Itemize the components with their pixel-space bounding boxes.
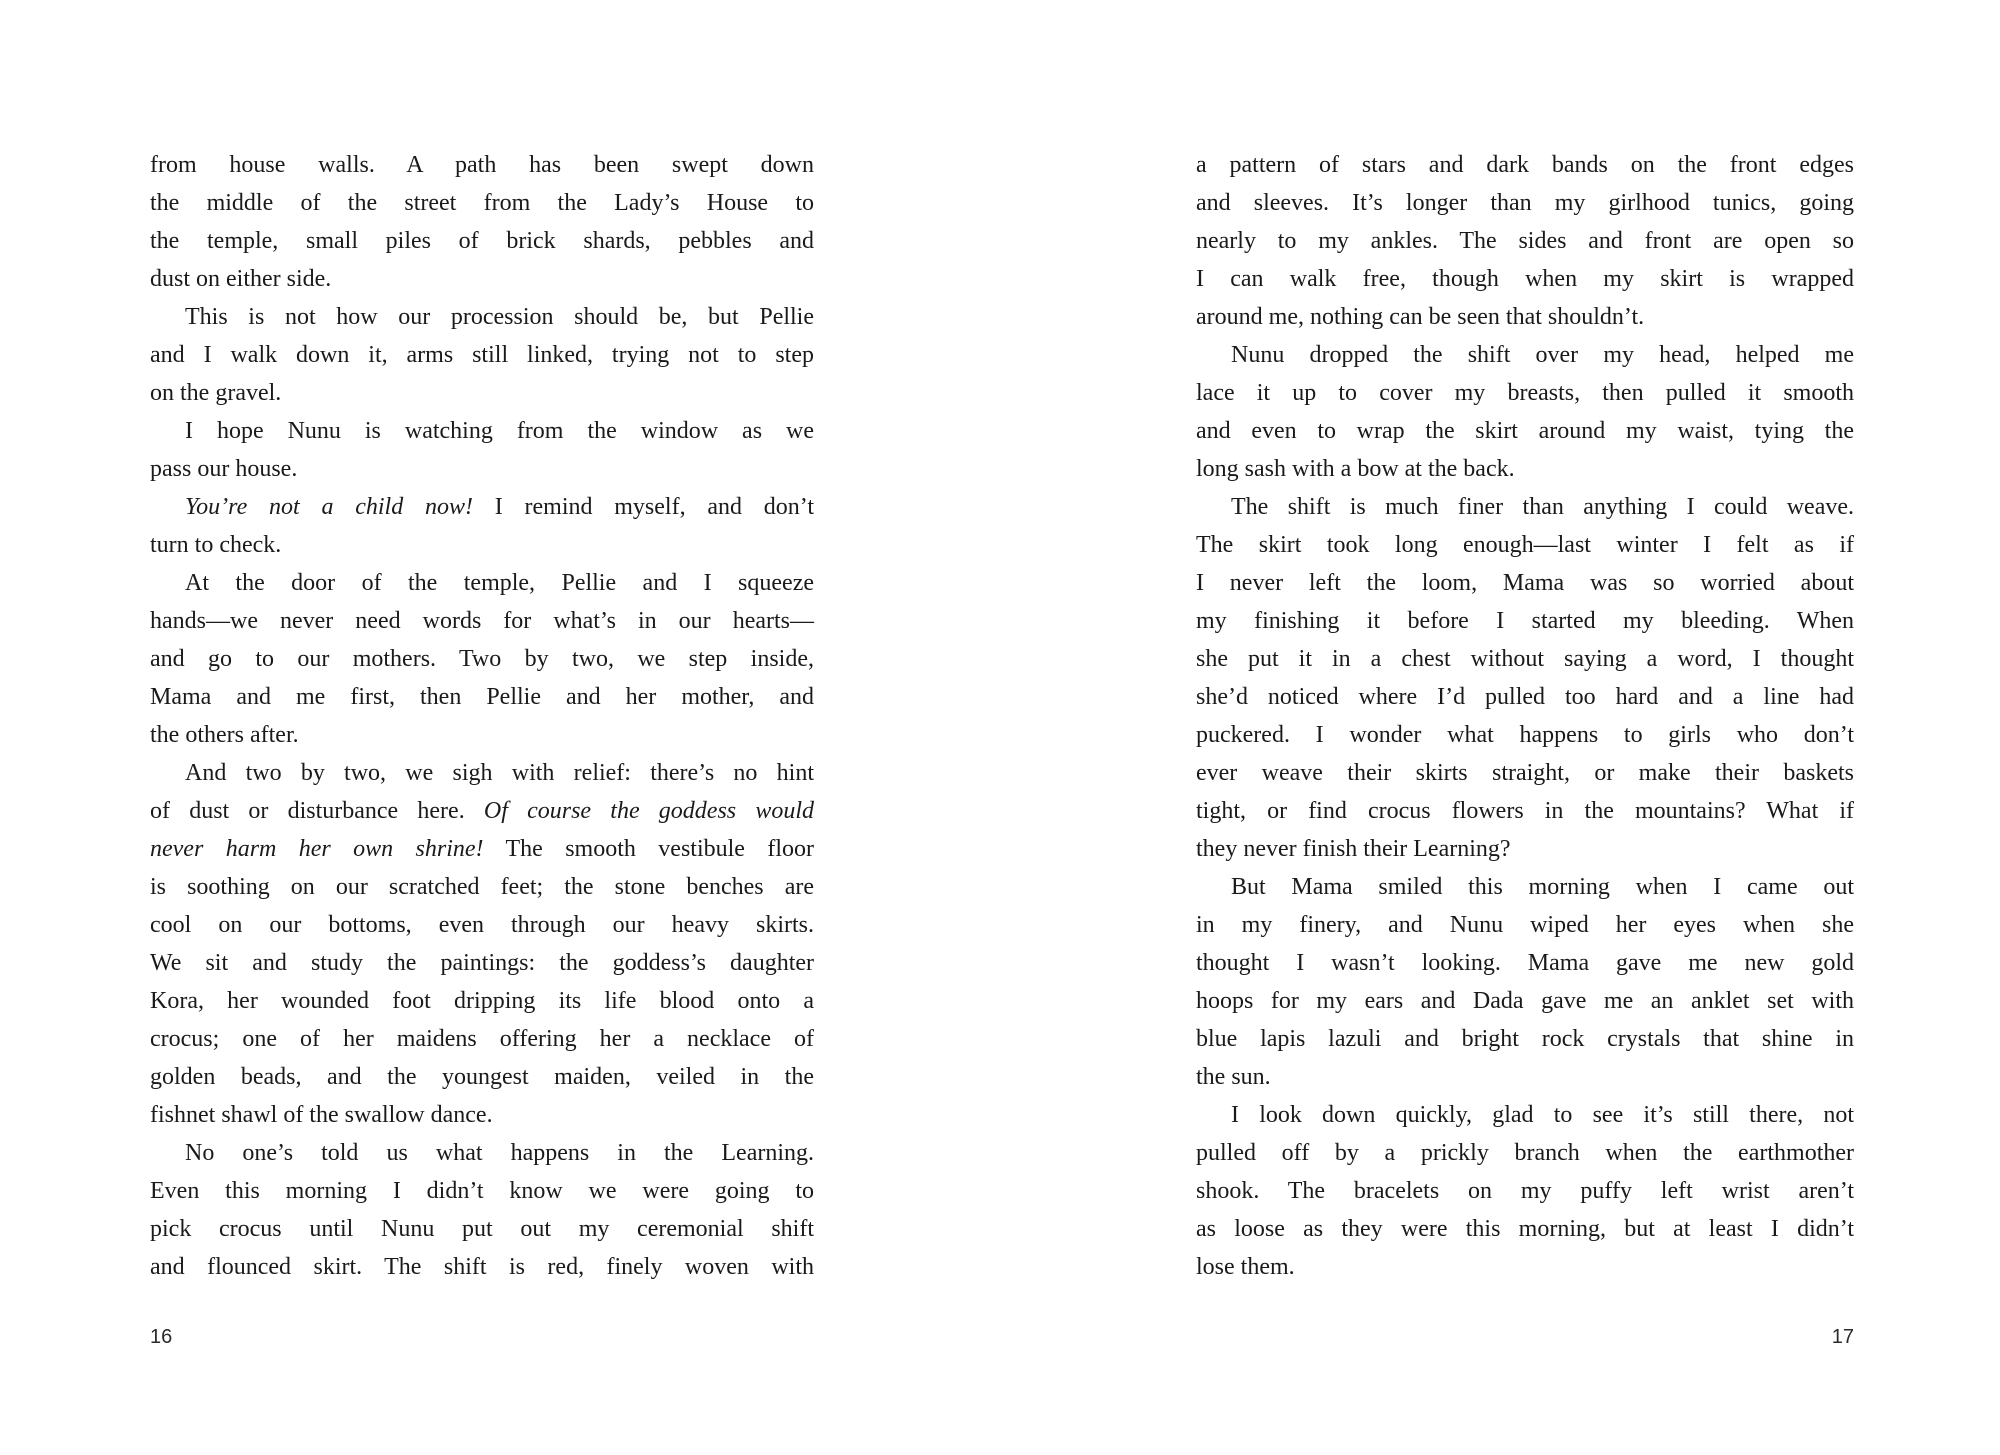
text-segment: I look down quickly, glad to see it’s still there, not bbox=[1231, 1102, 1854, 1128]
text-line bbox=[1196, 374, 1854, 412]
text-segment: No one’s told us what happens in the Learning. bbox=[185, 1140, 814, 1166]
text-segment: my finishing it before I started my bleeding. When bbox=[1196, 608, 1854, 634]
text-line bbox=[150, 1134, 814, 1172]
text-line bbox=[150, 1248, 814, 1286]
text-segment: tight, or find crocus flowers in the mountains? What if bbox=[1196, 798, 1854, 824]
text-segment: a pattern of stars and dark bands on the front edges bbox=[1196, 152, 1854, 178]
text-segment: Mama and me first, then Pellie and her mother, and bbox=[150, 684, 814, 710]
text-line bbox=[1196, 260, 1854, 298]
text-segment: puckered. I wonder what happens to girls who don’t bbox=[1196, 722, 1854, 748]
text-line bbox=[1196, 336, 1854, 374]
text-line bbox=[1196, 678, 1854, 716]
text-segment: the middle of the street from the Lady’s House to bbox=[150, 190, 814, 216]
text-segment: At the door of the temple, Pellie and I squeeze bbox=[185, 570, 814, 596]
text-segment: I can walk free, though when my skirt is wrapped bbox=[1196, 266, 1854, 292]
text-line bbox=[1196, 184, 1854, 222]
text-line bbox=[150, 526, 814, 564]
text-segment: cool on our bottoms, even through our heavy skirts. bbox=[150, 912, 814, 938]
text-line bbox=[150, 906, 814, 944]
text-segment: dust on either side. bbox=[150, 266, 332, 292]
text-segment: lose them. bbox=[1196, 1254, 1295, 1280]
text-line bbox=[1196, 1134, 1854, 1172]
text-line bbox=[1196, 1096, 1854, 1134]
text-line bbox=[150, 602, 814, 640]
text-line bbox=[150, 374, 814, 412]
left-page-text bbox=[150, 146, 814, 1286]
right-page-number: 17 bbox=[1831, 1326, 1854, 1348]
text-segment: pulled off by a prickly branch when the earthmother bbox=[1196, 1140, 1854, 1166]
text-segment: hoops for my ears and Dada gave me an anklet set with bbox=[1196, 988, 1854, 1014]
text-line bbox=[1196, 602, 1854, 640]
text-line bbox=[150, 184, 814, 222]
text-line bbox=[150, 754, 814, 792]
text-segment: The skirt took long enough—last winter I felt as if bbox=[1196, 532, 1854, 558]
text-line bbox=[150, 792, 814, 830]
text-segment: as loose as they were this morning, but at least I didn’t bbox=[1196, 1216, 1854, 1242]
text-line bbox=[150, 640, 814, 678]
text-segment: golden beads, and the youngest maiden, veiled in the bbox=[150, 1064, 814, 1090]
text-line bbox=[1196, 1248, 1854, 1286]
text-line bbox=[1196, 1058, 1854, 1096]
text-segment: in my finery, and Nunu wiped her eyes when she bbox=[1196, 912, 1854, 938]
text-segment: around me, nothing can be seen that shouldn’t. bbox=[1196, 304, 1645, 330]
text-segment: and I walk down it, arms still linked, trying not to step bbox=[150, 342, 814, 368]
text-line bbox=[150, 260, 814, 298]
left-page-number: 16 bbox=[150, 1326, 173, 1348]
text-line bbox=[1196, 1020, 1854, 1058]
text-segment: of dust or disturbance here. bbox=[150, 798, 484, 824]
italic-text-segment: You’re not a child now! bbox=[185, 494, 473, 520]
text-segment: and flounced skirt. The shift is red, finely woven with bbox=[150, 1254, 814, 1280]
text-segment: And two by two, we sigh with relief: there’s no hint bbox=[185, 760, 814, 786]
text-line bbox=[150, 1172, 814, 1210]
text-line bbox=[1196, 488, 1854, 526]
text-segment: on the gravel. bbox=[150, 380, 282, 406]
right-page-text bbox=[1196, 146, 1854, 1286]
text-segment: the temple, small piles of brick shards, pebbles and bbox=[150, 228, 814, 254]
text-segment: nearly to my ankles. The sides and front are open so bbox=[1196, 228, 1854, 254]
text-segment: is soothing on our scratched feet; the stone benches are bbox=[150, 874, 814, 900]
text-segment: pass our house. bbox=[150, 456, 298, 482]
text-line bbox=[1196, 792, 1854, 830]
text-line bbox=[150, 450, 814, 488]
text-line bbox=[1196, 830, 1854, 868]
text-line bbox=[1196, 716, 1854, 754]
text-segment: the others after. bbox=[150, 722, 299, 748]
text-segment: she’d noticed where I’d pulled too hard and a line had bbox=[1196, 684, 1854, 710]
text-segment: crocus; one of her maidens offering her a necklace of bbox=[150, 1026, 814, 1052]
text-line bbox=[1196, 222, 1854, 260]
text-segment: the sun. bbox=[1196, 1064, 1271, 1090]
text-segment: Even this morning I didn’t know we were going to bbox=[150, 1178, 814, 1204]
text-segment: lace it up to cover my breasts, then pulled it smooth bbox=[1196, 380, 1854, 406]
text-line bbox=[150, 1210, 814, 1248]
text-line bbox=[1196, 526, 1854, 564]
text-line bbox=[150, 488, 814, 526]
text-segment: long sash with a bow at the back. bbox=[1196, 456, 1515, 482]
text-line bbox=[150, 716, 814, 754]
text-segment: and sleeves. It’s longer than my girlhood tunics, going bbox=[1196, 190, 1854, 216]
italic-text-segment: never harm her own shrine! bbox=[150, 836, 484, 862]
text-segment: Kora, her wounded foot dripping its life blood onto a bbox=[150, 988, 814, 1014]
text-segment: they never finish their Learning? bbox=[1196, 836, 1511, 862]
text-segment: pick crocus until Nunu put out my ceremonial shift bbox=[150, 1216, 814, 1242]
text-segment: turn to check. bbox=[150, 532, 282, 558]
text-line bbox=[1196, 564, 1854, 602]
text-segment: from house walls. A path has been swept down bbox=[150, 152, 814, 178]
text-segment: I never left the loom, Mama was so worried about bbox=[1196, 570, 1854, 596]
text-segment: fishnet shawl of the swallow dance. bbox=[150, 1102, 493, 1128]
text-line bbox=[150, 564, 814, 602]
text-line bbox=[1196, 906, 1854, 944]
text-line bbox=[150, 1096, 814, 1134]
text-line bbox=[150, 678, 814, 716]
text-line bbox=[150, 944, 814, 982]
text-line bbox=[1196, 640, 1854, 678]
text-segment: But Mama smiled this morning when I came out bbox=[1231, 874, 1854, 900]
text-line bbox=[150, 1058, 814, 1096]
text-line bbox=[1196, 450, 1854, 488]
text-segment: thought I wasn’t looking. Mama gave me new gold bbox=[1196, 950, 1854, 976]
text-segment: and even to wrap the skirt around my waist, tying the bbox=[1196, 418, 1854, 444]
text-line bbox=[1196, 1210, 1854, 1248]
text-line bbox=[1196, 868, 1854, 906]
text-segment: blue lapis lazuli and bright rock crystals that shine in bbox=[1196, 1026, 1854, 1052]
text-line bbox=[1196, 412, 1854, 450]
text-line bbox=[150, 1020, 814, 1058]
text-line bbox=[1196, 754, 1854, 792]
text-segment: ever weave their skirts straight, or make their baskets bbox=[1196, 760, 1854, 786]
text-line bbox=[150, 412, 814, 450]
text-line bbox=[1196, 146, 1854, 184]
text-line bbox=[1196, 944, 1854, 982]
text-line bbox=[150, 146, 814, 184]
text-segment: This is not how our procession should be, but Pellie bbox=[185, 304, 814, 330]
text-line bbox=[150, 868, 814, 906]
text-segment: The shift is much finer than anything I could weave. bbox=[1231, 494, 1854, 520]
text-line bbox=[150, 298, 814, 336]
italic-text-segment: Of course the goddess would bbox=[483, 798, 815, 824]
text-line bbox=[150, 982, 814, 1020]
text-segment: she put it in a chest without saying a word, I thought bbox=[1196, 646, 1854, 672]
text-line bbox=[1196, 1172, 1854, 1210]
text-segment: and go to our mothers. Two by two, we step inside, bbox=[150, 646, 814, 672]
text-segment: shook. The bracelets on my puffy left wrist aren’t bbox=[1196, 1178, 1854, 1204]
text-segment: I remind myself, and don’t bbox=[472, 494, 815, 520]
text-segment: The smooth vestibule floor bbox=[483, 836, 814, 862]
text-segment: hands—we never need words for what’s in our hearts— bbox=[150, 608, 814, 634]
text-line bbox=[1196, 298, 1854, 336]
text-segment: Nunu dropped the shift over my head, helped me bbox=[1231, 342, 1854, 368]
text-line bbox=[150, 336, 814, 374]
text-segment: We sit and study the paintings: the goddess’s daughter bbox=[150, 950, 814, 976]
text-segment: I hope Nunu is watching from the window as we bbox=[185, 418, 814, 444]
text-line bbox=[150, 222, 814, 260]
text-line bbox=[1196, 982, 1854, 1020]
text-line bbox=[150, 830, 814, 868]
